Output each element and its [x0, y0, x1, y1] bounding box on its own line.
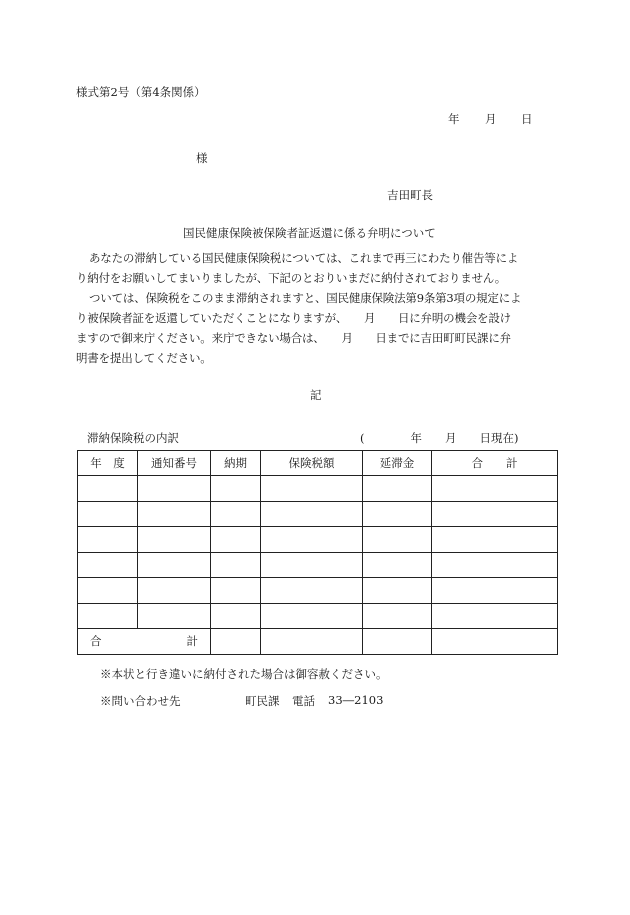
- table-row: [78, 501, 558, 527]
- table-cell: [138, 603, 211, 629]
- date-day: 日: [521, 112, 533, 126]
- table-cell: [78, 603, 138, 629]
- table-row: [78, 578, 558, 604]
- table-cell: [363, 527, 432, 553]
- column-header-total: 合 計: [432, 451, 558, 476]
- contact-phone-label: 電話: [292, 694, 315, 708]
- document-title: 国民健康保険被保険者証返還に係る弁明について: [183, 226, 436, 240]
- table-cell: [138, 476, 211, 502]
- table-cell: [432, 552, 558, 578]
- column-header-due: 納期: [211, 451, 261, 476]
- ki-heading: 記: [310, 388, 322, 402]
- table-cell: [78, 476, 138, 502]
- table-cell: [261, 629, 363, 655]
- paragraph-2-line-4: 明書を提出してください。: [76, 351, 212, 365]
- total-label-left: 合: [90, 634, 102, 649]
- table-cell: [432, 527, 558, 553]
- table-cell: [211, 501, 261, 527]
- paragraph-2: [76, 288, 560, 368]
- table-cell: [138, 501, 211, 527]
- table-cell: [138, 578, 211, 604]
- table-cell: [363, 552, 432, 578]
- table-cell: [363, 476, 432, 502]
- arrears-table: [77, 450, 558, 655]
- table-cell: [211, 603, 261, 629]
- table-total-row: [78, 629, 558, 655]
- paragraph-2-line-2: り被保険者証を返還していただくことになりますが、 月 日に弁明の機会を設け: [76, 311, 511, 325]
- table-cell: [78, 501, 138, 527]
- table-cell: [211, 476, 261, 502]
- table-cell: [211, 552, 261, 578]
- table-cell: [363, 501, 432, 527]
- table-cell: [432, 578, 558, 604]
- table-cell: [261, 552, 363, 578]
- paragraph-2-line-1: ついては、保険税をこのまま滞納されますと、国民健康保険法第9条第3項の規定によ: [89, 291, 522, 305]
- table-cell: [261, 578, 363, 604]
- table-cell: [211, 629, 261, 655]
- sender-name: 吉田町長: [387, 188, 433, 202]
- table-cell: [261, 603, 363, 629]
- paragraph-2-line-3: ますので御来庁ください。来庁できない場合は、 月 日までに吉田町町民課に弁: [76, 331, 511, 345]
- table-cell: [78, 527, 138, 553]
- breakdown-label: 滞納保険税の内訳: [87, 431, 179, 445]
- table-row: [78, 603, 558, 629]
- column-header-notice-number: 通知番号: [138, 451, 211, 476]
- table-cell: [138, 527, 211, 553]
- addressee-suffix: 様: [196, 151, 208, 165]
- table-cell: [363, 629, 432, 655]
- column-header-tax-amount: 保険税額: [261, 451, 363, 476]
- table-cell: [211, 578, 261, 604]
- contact-department: 町民課: [245, 694, 280, 708]
- table-row: [78, 476, 558, 502]
- table-cell: [211, 527, 261, 553]
- date-month: 月: [485, 112, 497, 126]
- table-header-row: [78, 451, 558, 476]
- table-cell: [261, 476, 363, 502]
- table-cell: [432, 501, 558, 527]
- paragraph-1: [76, 248, 560, 288]
- table-cell: [78, 578, 138, 604]
- note-contact-label: ※問い合わせ先: [100, 694, 181, 708]
- column-header-late-fee: 延滞金: [363, 451, 432, 476]
- form-number: 様式第2号（第4条関係）: [76, 85, 206, 99]
- date-year: 年: [448, 112, 460, 126]
- table-cell: [432, 629, 558, 655]
- paragraph-1-line-1: あなたの滞納している国民健康保険税については、これまで再三にわたり催告等によ: [89, 251, 519, 265]
- table-cell: [78, 552, 138, 578]
- contact-phone-number: 33―2103: [328, 693, 384, 707]
- total-label-right: 計: [186, 634, 198, 649]
- table-row: [78, 552, 558, 578]
- table-cell: [363, 603, 432, 629]
- table-cell: [432, 476, 558, 502]
- column-header-year: 年 度: [78, 451, 138, 476]
- total-label-cell: [78, 629, 211, 655]
- table-cell: [138, 552, 211, 578]
- table-cell: [363, 578, 432, 604]
- table-cell: [432, 603, 558, 629]
- breakdown-as-of: ( 年 月 日現在): [360, 431, 519, 445]
- table-cell: [261, 501, 363, 527]
- table-row: [78, 527, 558, 553]
- table-cell: [261, 527, 363, 553]
- note-payment-crossed: ※本状と行き違いに納付された場合は御容赦ください。: [100, 667, 388, 681]
- paragraph-1-line-2: り納付をお願いしてまいりましたが、下記のとおりいまだに納付されておりません。: [76, 271, 507, 285]
